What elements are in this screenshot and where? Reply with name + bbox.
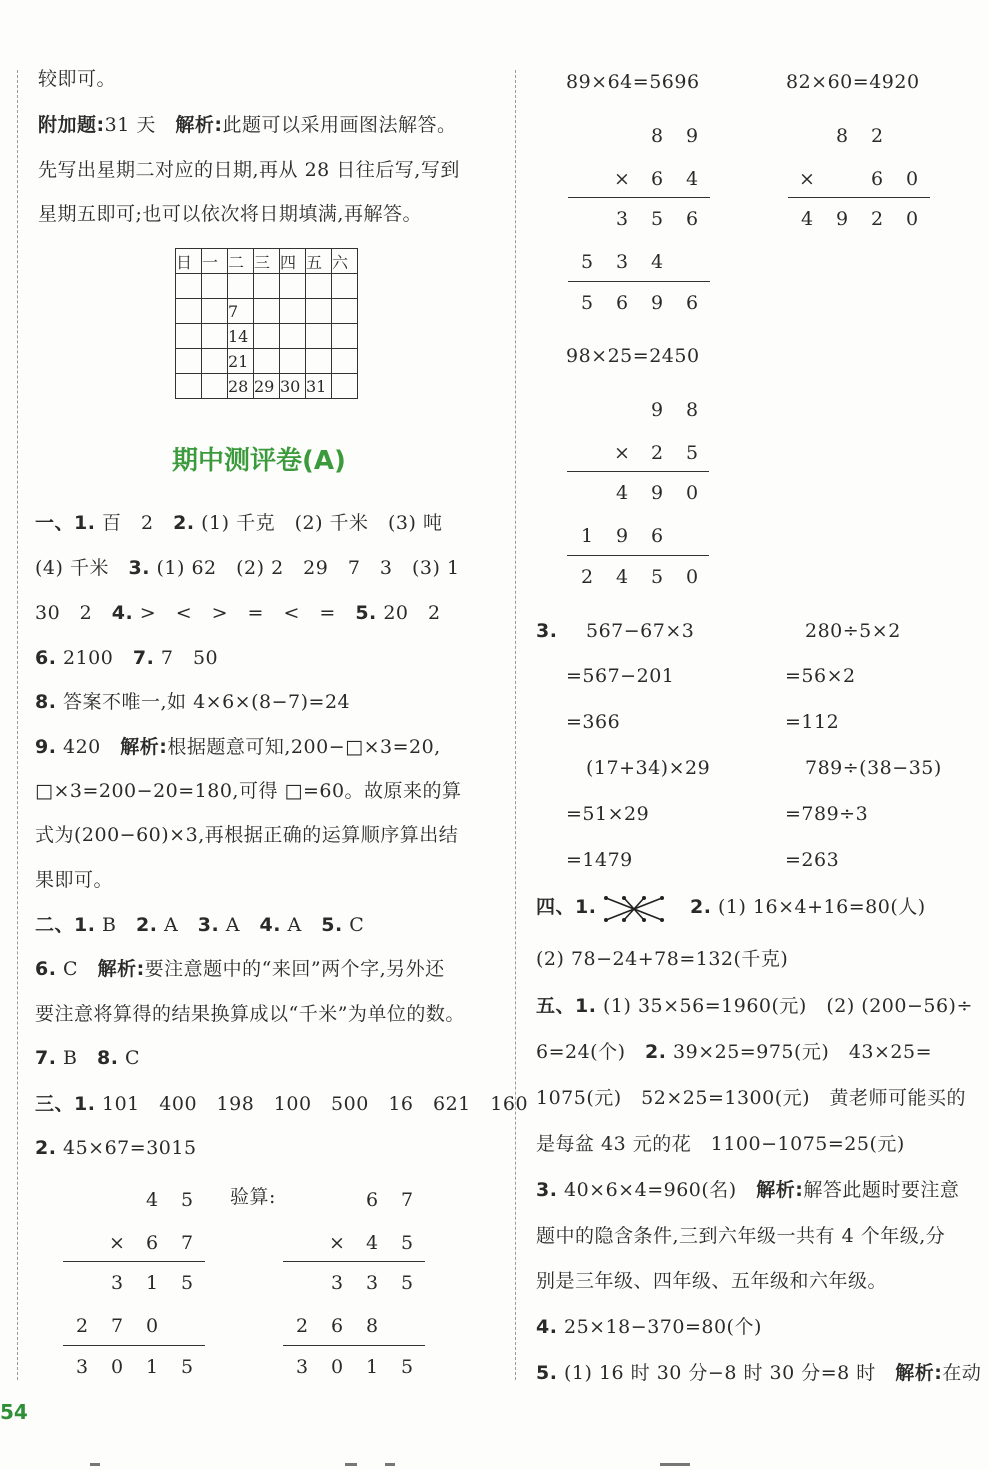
calc-rule xyxy=(788,197,930,198)
q2-a5: C xyxy=(349,914,365,936)
digit: 4 xyxy=(650,251,664,273)
digit: 8 xyxy=(365,1315,379,1337)
digit: 9 xyxy=(835,208,849,230)
q1-line-4 xyxy=(35,647,218,669)
s8-analysis-label: 解析: xyxy=(895,1362,943,1384)
digit: 9 xyxy=(650,482,664,504)
step-d2: =789÷3 xyxy=(785,803,869,825)
q2-analysis-text: 要注意题中的“来回”两个字,另外还 xyxy=(144,958,445,980)
calendar-row xyxy=(176,274,358,299)
q1-analysis-label: 解析: xyxy=(120,736,168,758)
s4-text: (1) 16×4+16=80(人) xyxy=(718,896,926,918)
calc-rule xyxy=(567,471,709,472)
digit: 3 xyxy=(110,1272,124,1294)
q1-l2-text-2: (1) 62 (2) 2 29 7 3 (3) 1 xyxy=(156,557,460,579)
digit: 6 xyxy=(870,168,884,190)
digit: 4 xyxy=(615,566,629,588)
digit: 5 xyxy=(580,292,594,314)
step-c3: =1479 xyxy=(566,849,633,871)
calendar-cell xyxy=(202,299,228,324)
q3-text: 101 400 198 100 500 16 621 160 xyxy=(102,1093,529,1115)
calendar-cell xyxy=(306,274,332,299)
q2-a2: A xyxy=(163,914,179,936)
digit: 5 xyxy=(180,1272,194,1294)
digit: 4 xyxy=(800,208,814,230)
matching-lines-diagram xyxy=(602,894,666,924)
calendar-cell xyxy=(280,324,306,349)
times-sign: × xyxy=(329,1232,345,1254)
calendar-table xyxy=(175,248,358,399)
q1-num-4: 4. xyxy=(111,602,134,624)
extra-answer: 31 天 xyxy=(104,114,156,136)
digit: 1 xyxy=(365,1356,379,1378)
digit: 6 xyxy=(365,1189,379,1211)
q2-a8: C xyxy=(124,1047,141,1069)
digit: 5 xyxy=(400,1272,414,1294)
bottom-edge-mark xyxy=(345,1463,357,1466)
s4-line-2: (2) 78−24+78=132(千克) xyxy=(536,948,789,970)
calendar-cell xyxy=(332,274,358,299)
digit: 5 xyxy=(650,208,664,230)
q2-num-4: 4. xyxy=(259,914,281,936)
left-margin-rule xyxy=(17,70,18,1380)
q1-line-1 xyxy=(35,512,442,534)
step-a1: 567−67×3 xyxy=(586,620,695,642)
calendar-cell: 31 xyxy=(306,374,332,399)
q1-num-7: 7. xyxy=(132,647,155,669)
calendar-cell xyxy=(176,349,202,374)
step-b1: 280÷5×2 xyxy=(805,620,901,642)
digit: 9 xyxy=(650,292,664,314)
digit: 0 xyxy=(110,1356,124,1378)
step-c2: =51×29 xyxy=(566,803,650,825)
digit: 6 xyxy=(650,525,664,547)
extra-line-3: 星期五即可;也可以依次将日期填满,再解答。 xyxy=(38,203,422,225)
q1-line-9: 果即可。 xyxy=(35,869,114,891)
digit: 7 xyxy=(400,1189,414,1211)
digit: 5 xyxy=(400,1232,414,1254)
s6-num-3: 3. xyxy=(536,1179,558,1201)
q2-num-5: 5. xyxy=(321,914,343,936)
calendar-cell xyxy=(176,324,202,349)
digit: 0 xyxy=(330,1356,344,1378)
step-b3: =112 xyxy=(785,711,840,733)
digit: 5 xyxy=(685,442,699,464)
calendar-cell xyxy=(280,349,306,374)
q1-text: 百 2 xyxy=(102,512,154,534)
calendar-cell xyxy=(306,349,332,374)
q1-num-3: 3. xyxy=(128,557,150,579)
q1-l3-text: 30 2 xyxy=(35,602,93,624)
digit: 3 xyxy=(365,1272,379,1294)
digit: 8 xyxy=(685,399,699,421)
q1-num-9: 9. xyxy=(35,736,57,758)
s7-line xyxy=(536,1316,762,1338)
digit: 2 xyxy=(650,442,664,464)
calendar-head-cell: 二 xyxy=(228,249,254,274)
digit: 1 xyxy=(145,1272,159,1294)
step-a2: =567−201 xyxy=(566,665,675,687)
calendar-cell xyxy=(176,374,202,399)
q2-line-3: 要注意将算得的结果换算成以“千米”为单位的数。 xyxy=(35,1003,465,1025)
equation-89x64: 89×64=5696 xyxy=(566,71,700,93)
q2-analysis-label: 解析: xyxy=(97,958,145,980)
calendar-cell: 7 xyxy=(228,299,254,324)
calc-rule xyxy=(283,1261,425,1262)
calendar-cell xyxy=(306,299,332,324)
digit: 4 xyxy=(365,1232,379,1254)
calendar-head-row xyxy=(176,249,358,274)
q1-line-6 xyxy=(35,736,441,758)
equation-82x60: 82×60=4920 xyxy=(786,71,920,93)
s6-line-3: 别是三年级、四年级、五年级和六年级。 xyxy=(536,1270,888,1292)
digit: 6 xyxy=(330,1315,344,1337)
calendar-cell xyxy=(228,274,254,299)
calc-rule xyxy=(568,197,710,198)
extra-analysis-text: 此题可以采用画图法解答。 xyxy=(222,114,457,136)
digit: 8 xyxy=(650,125,664,147)
digit: 5 xyxy=(180,1189,194,1211)
step-c1: (17+34)×29 xyxy=(586,757,711,779)
s8-text: (1) 16 时 30 分−8 时 30 分=8 时 xyxy=(564,1362,876,1384)
q1-l3-text-2: > < > = < = xyxy=(139,602,336,624)
digit: 4 xyxy=(145,1189,159,1211)
digit: 5 xyxy=(400,1356,414,1378)
q1-l4-text: 2100 xyxy=(63,647,114,669)
calendar-cell xyxy=(254,324,280,349)
q1-line-3 xyxy=(35,602,441,624)
digit: 6 xyxy=(615,292,629,314)
s5-line-4: 是每盆 43 元的花 1100−1075=25(元) xyxy=(536,1133,905,1155)
s5-text: (1) 35×56=1960(元) (2) (200−56)÷ xyxy=(603,995,973,1017)
digit: 0 xyxy=(905,208,919,230)
s6-text-2: 解答此题时要注意 xyxy=(803,1179,960,1201)
calendar-cell xyxy=(332,374,358,399)
extra-analysis-label: 解析: xyxy=(175,114,223,136)
calendar-cell: 30 xyxy=(280,374,306,399)
page-number: 54 xyxy=(0,1400,28,1424)
calendar-cell xyxy=(306,324,332,349)
check-label: 验算: xyxy=(230,1186,276,1208)
digit: 1 xyxy=(145,1356,159,1378)
q1-line-8: 式为(200−60)×3,再根据正确的运算顺序算出结 xyxy=(35,824,459,846)
s6-line-2: 题中的隐含条件,三到六年级一共有 4 个年级,分 xyxy=(536,1225,946,1247)
column-divider xyxy=(515,70,516,1380)
extra-question-line xyxy=(38,114,456,136)
q2-num-7: 7. xyxy=(35,1047,57,1069)
step-b2: =56×2 xyxy=(785,665,856,687)
calendar-head-cell: 一 xyxy=(202,249,228,274)
q2-a1: B xyxy=(102,914,117,936)
digit: 2 xyxy=(870,125,884,147)
calendar-head-cell: 四 xyxy=(280,249,306,274)
digit: 2 xyxy=(580,566,594,588)
s8-text-2: 在动 xyxy=(942,1362,982,1384)
q1-l3-text-3: 20 2 xyxy=(383,602,441,624)
digit: 2 xyxy=(75,1315,89,1337)
calendar-cell xyxy=(332,299,358,324)
digit: 9 xyxy=(650,399,664,421)
calendar-row xyxy=(176,299,358,324)
q2-line-2 xyxy=(35,958,445,980)
q2-label: 二、1. xyxy=(35,914,96,936)
digit: 5 xyxy=(650,566,664,588)
step-d3: =263 xyxy=(785,849,840,871)
times-sign: × xyxy=(614,442,630,464)
s5-text-2b: 39×25=975(元) 43×25= xyxy=(673,1041,933,1063)
digit: 2 xyxy=(870,208,884,230)
q2-num-2: 2. xyxy=(135,914,158,936)
s3-label: 3. xyxy=(536,620,558,642)
s5-num-2: 2. xyxy=(645,1041,667,1063)
digit: 3 xyxy=(330,1272,344,1294)
q2-num-3: 3. xyxy=(197,914,220,936)
digit: 0 xyxy=(685,566,699,588)
q1-l6-text-2: 根据题意可知,200−□×3=20, xyxy=(167,736,441,758)
s8-num-5: 5. xyxy=(536,1362,558,1384)
q2-a4: A xyxy=(287,914,302,936)
digit: 3 xyxy=(615,251,629,273)
q3-label: 三、1. xyxy=(35,1093,96,1115)
calendar-cell: 14 xyxy=(228,324,254,349)
calendar-row xyxy=(176,374,358,399)
calendar-cell: 28 xyxy=(228,374,254,399)
s7-num-4: 4. xyxy=(536,1316,558,1338)
digit: 7 xyxy=(180,1232,194,1254)
q2-a7: B xyxy=(63,1047,78,1069)
calc-rule xyxy=(568,281,710,282)
calendar-cell xyxy=(202,374,228,399)
digit: 2 xyxy=(295,1315,309,1337)
times-sign: × xyxy=(799,168,815,190)
q2-a6: C xyxy=(63,958,79,980)
calc-rule xyxy=(63,1345,205,1346)
q1-line-5 xyxy=(35,691,350,713)
s7-text: 25×18−370=80(个) xyxy=(564,1316,762,1338)
digit: 4 xyxy=(685,168,699,190)
q1-line-7: □×3=200−20=180,可得 □=60。故原来的算 xyxy=(35,780,462,802)
calendar-cell xyxy=(332,324,358,349)
digit: 0 xyxy=(145,1315,159,1337)
q2-num-6: 6. xyxy=(35,958,57,980)
s4-line-1 xyxy=(690,896,926,918)
q2-num-8: 8. xyxy=(96,1047,119,1069)
q1-num-6: 6. xyxy=(35,647,57,669)
s6-text: 40×6×4=960(名) xyxy=(564,1179,737,1201)
q2-a3: A xyxy=(225,914,240,936)
digit: 8 xyxy=(835,125,849,147)
calendar-cell: 21 xyxy=(228,349,254,374)
bottom-edge-mark xyxy=(385,1463,395,1466)
s4-num-2: 2. xyxy=(690,896,712,918)
calendar-cell xyxy=(176,299,202,324)
q3-num-2: 2. xyxy=(35,1137,57,1159)
calendar-cell xyxy=(280,299,306,324)
left-line-1: 较即可。 xyxy=(38,68,117,90)
digit: 7 xyxy=(110,1315,124,1337)
calc-rule xyxy=(63,1261,205,1262)
digit: 6 xyxy=(650,168,664,190)
calc-rule xyxy=(283,1345,425,1346)
q1-line-2 xyxy=(35,557,460,579)
q1-l4-text-2: 7 50 xyxy=(160,647,219,669)
s5-line-1 xyxy=(536,995,973,1017)
extra-label: 附加题: xyxy=(38,114,105,136)
q2-line-4 xyxy=(35,1047,140,1069)
bottom-edge-mark xyxy=(660,1463,690,1466)
s5-line-2 xyxy=(536,1041,932,1063)
digit: 3 xyxy=(75,1356,89,1378)
q3-equation: 45×67=3015 xyxy=(63,1137,197,1159)
calendar-head-cell: 三 xyxy=(254,249,280,274)
calendar-head-cell: 五 xyxy=(306,249,332,274)
q1-text-2: (1) 千克 (2) 千米 (3) 吨 xyxy=(201,512,443,534)
calendar-head-cell: 日 xyxy=(176,249,202,274)
digit: 9 xyxy=(615,525,629,547)
times-sign: × xyxy=(109,1232,125,1254)
calendar-cell xyxy=(202,274,228,299)
digit: 0 xyxy=(685,482,699,504)
times-sign: × xyxy=(614,168,630,190)
digit: 0 xyxy=(905,168,919,190)
bottom-edge-mark xyxy=(90,1463,100,1466)
step-d1: 789÷(38−35) xyxy=(805,757,942,779)
q1-label: 一、1. xyxy=(35,512,96,534)
q1-l5-text: 答案不唯一,如 4×6×(8−7)=24 xyxy=(63,691,351,713)
calendar-cell xyxy=(254,274,280,299)
s6-line-1 xyxy=(536,1179,959,1201)
q3-line-1 xyxy=(35,1093,528,1115)
extra-line-2: 先写出星期二对应的日期,再从 28 日往后写,写到 xyxy=(38,159,460,181)
q3-line-2 xyxy=(35,1137,197,1159)
q1-l2-text: (4) 千米 xyxy=(35,557,109,579)
calendar-row xyxy=(176,349,358,374)
calendar-cell: 29 xyxy=(254,374,280,399)
q1-l6-text: 420 xyxy=(63,736,101,758)
equation-98x25: 98×25=2450 xyxy=(566,345,700,367)
digit: 9 xyxy=(685,125,699,147)
s5-line-3: 1075(元) 52×25=1300(元) 黄老师可能买的 xyxy=(536,1087,967,1109)
s5-label: 五、1. xyxy=(536,995,597,1017)
s6-analysis-label: 解析: xyxy=(756,1179,804,1201)
s5-text-2a: 6=24(个) xyxy=(536,1041,626,1063)
calendar-cell xyxy=(332,349,358,374)
digit: 3 xyxy=(295,1356,309,1378)
calendar-cell xyxy=(202,324,228,349)
q1-num-2: 2. xyxy=(173,512,195,534)
digit: 6 xyxy=(145,1232,159,1254)
digit: 5 xyxy=(580,251,594,273)
calendar-head-cell: 六 xyxy=(332,249,358,274)
digit: 4 xyxy=(615,482,629,504)
digit: 5 xyxy=(180,1356,194,1378)
calc-rule xyxy=(567,555,709,556)
digit: 6 xyxy=(685,208,699,230)
s8-line xyxy=(536,1362,981,1384)
digit: 6 xyxy=(685,292,699,314)
step-a3: =366 xyxy=(566,711,621,733)
calendar-cell xyxy=(202,349,228,374)
calendar-cell xyxy=(254,299,280,324)
calendar-cell xyxy=(176,274,202,299)
q1-num-5: 5. xyxy=(355,602,377,624)
calendar-cell xyxy=(254,349,280,374)
digit: 3 xyxy=(615,208,629,230)
q2-line-1 xyxy=(35,914,364,936)
calendar-cell xyxy=(280,274,306,299)
s4-label: 四、1. xyxy=(536,896,597,918)
digit: 1 xyxy=(580,525,594,547)
q1-num-8: 8. xyxy=(35,691,57,713)
calendar-row xyxy=(176,324,358,349)
section-title: 期中测评卷(A) xyxy=(172,446,346,476)
